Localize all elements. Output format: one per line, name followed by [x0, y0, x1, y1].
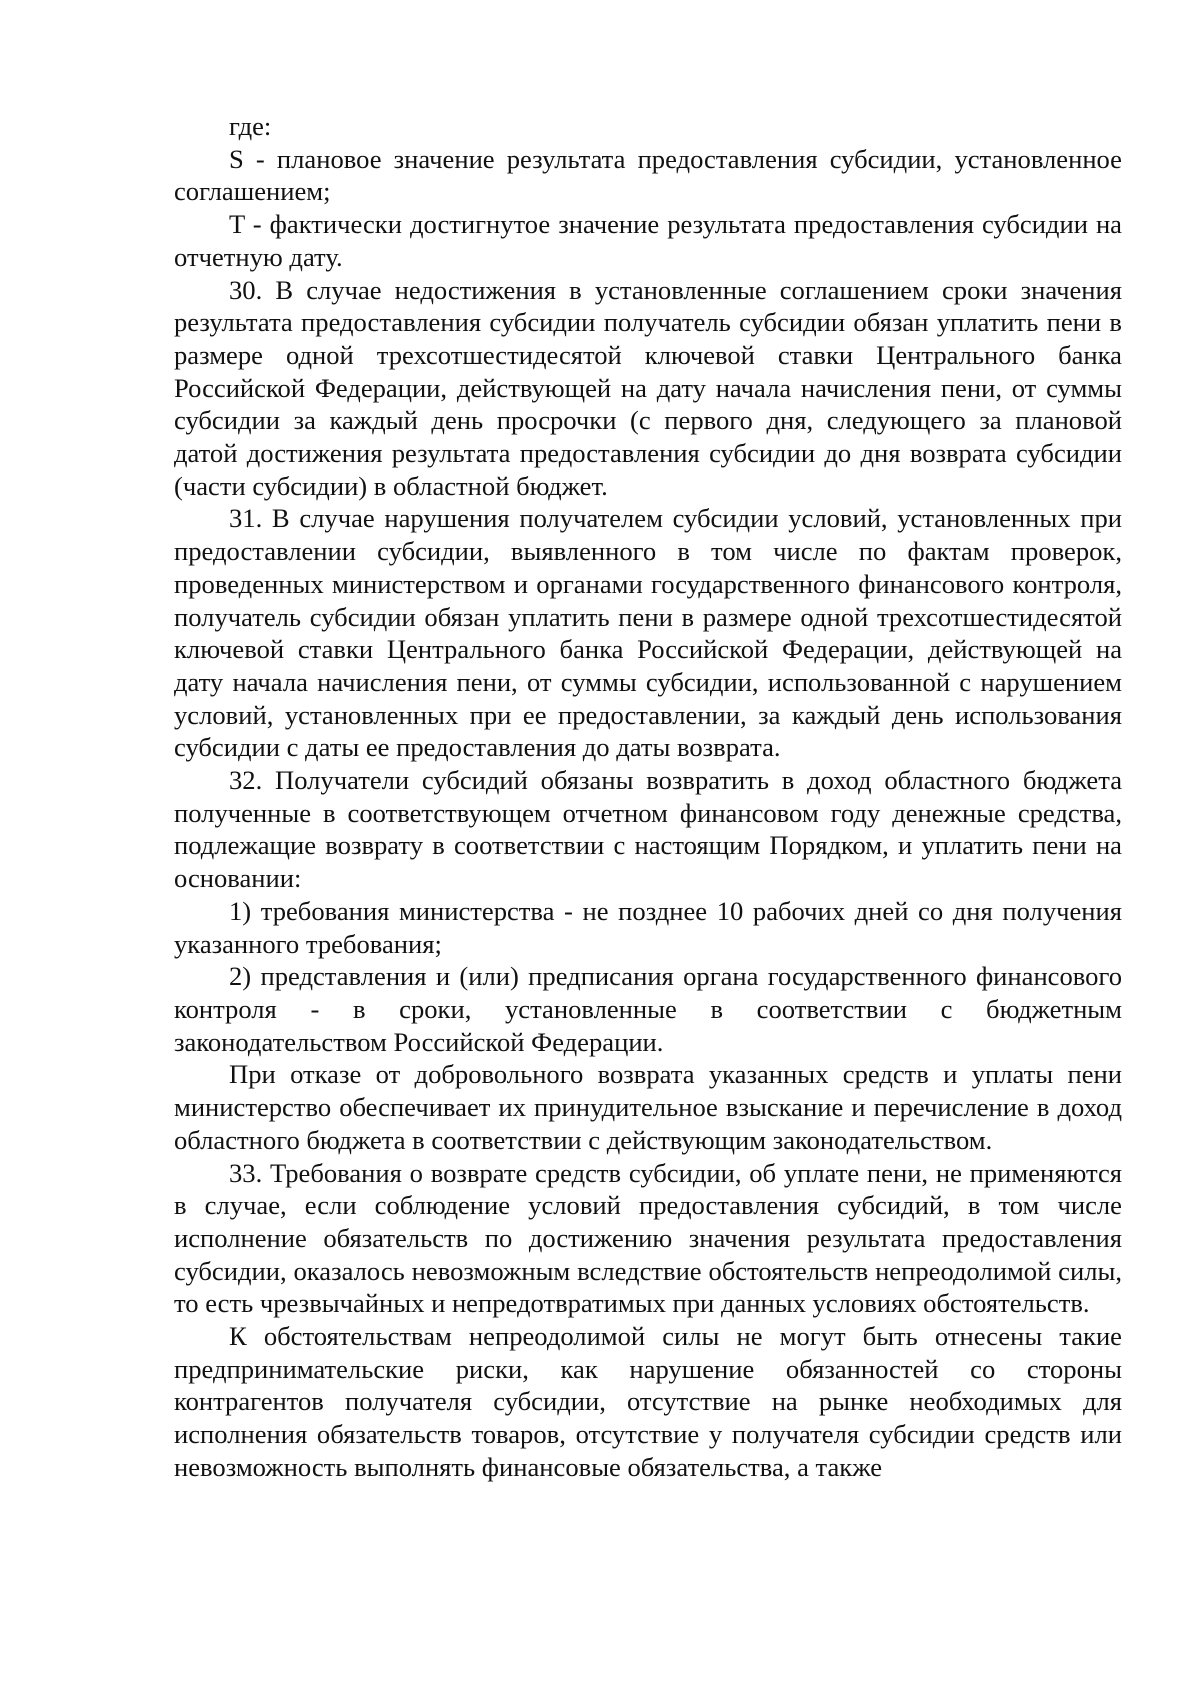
- paragraph-t-definition: T - фактически достигнутое значение результата предоставления субсидии на отчетную дату.: [174, 209, 1122, 272]
- paragraph-32-item-2: 2) представления и (или) предписания органа государственного финансового контроля - в сроки, установленные в соответствии с бюджетным законодательством Российской Федерации.: [174, 961, 1122, 1057]
- paragraph-31: 31. В случае нарушения получателем субсидии условий, установленных при предоставлении субсидии, выявленного в том числе по фактам проверок, проведенных министерством и органами государственного финансового контроля, получатель субсидии обязан уплатить пени в размере одной трехсотшестидесятой ключевой ставки Центрального банка Российской Федерации, действующей на дату начала начисления пени, от суммы субсидии, использованной с нарушением условий, установленных при ее предоставлении, за каждый день использования субсидии с даты ее предоставления до даты возврата.: [174, 503, 1122, 763]
- paragraph-s-definition: S - плановое значение результата предоставления субсидии, установленное соглашением;: [174, 143, 1122, 207]
- paragraph-30: 30. В случае недостижения в установленные соглашением сроки значения результата предоставления субсидии получатель субсидии обязан уплатить пени в размере одной трехсотшестидесятой ключевой ставки Центрального банка Российской Федерации, действующей на дату начала начисления пени, от суммы субсидии за каждый день просрочки (с первого дня, следующего за плановой датой достижения результата предоставления субсидии до дня возврата субсидии (части субсидии) в областной бюджет.: [174, 274, 1122, 501]
- document-page: [174, 110, 1122, 1484]
- paragraph-32: 32. Получатели субсидий обязаны возвратить в доход областного бюджета полученные в соответствующем отчетном финансовом году денежные средства, подлежащие возврату в соответствии с настоящим Порядком, и уплатить пени на основании:: [174, 765, 1122, 894]
- paragraph-32-item-1: 1) требования министерства - не позднее 10 рабочих дней со дня получения указанного требования;: [174, 895, 1122, 959]
- paragraph-where: где:: [229, 111, 272, 141]
- paragraph-force-majeure: К обстоятельствам непреодолимой силы не могут быть отнесены такие предпринимательские риски, как нарушение обязанностей со стороны контрагентов получателя субсидии, отсутствие на рынке необходимых для исполнения обязательств товаров, отсутствие у получателя субсидии средств или невозможность выполнять финансовые обязательства, а также: [174, 1321, 1122, 1482]
- paragraph-33: 33. Требования о возврате средств субсидии, об уплате пени, не применяются в случае, если соблюдение условий предоставления субсидий, в том числе исполнение обязательств по достижению значения результата предоставления субсидии, оказалось невозможным вследствие обстоятельств непреодолимой силы, то есть чрезвычайных и непредотвратимых при данных условиях обстоятельств.: [174, 1157, 1122, 1319]
- paragraph-refusal: При отказе от добровольного возврата указанных средств и уплаты пени министерство обеспечивает их принудительное взыскание и перечисление в доход областного бюджета в соответствии с действующим законодательством.: [174, 1059, 1122, 1155]
